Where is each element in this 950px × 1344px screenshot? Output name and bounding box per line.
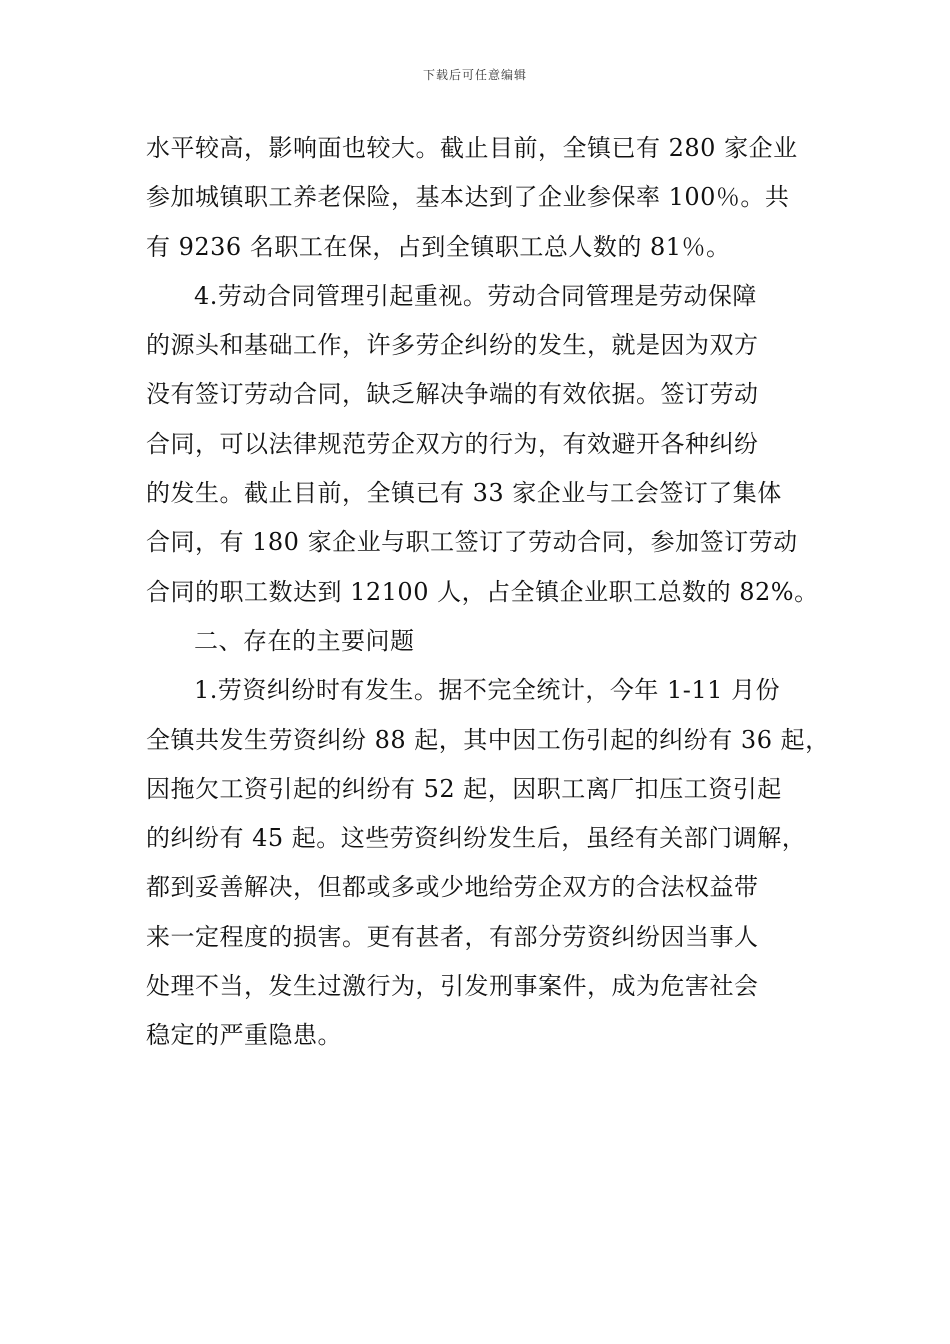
text-line: 有 9236 名职工在保，占到全镇职工总人数的 81％。 <box>146 232 731 261</box>
text-line: 合同，可以法律规范劳企双方的行为，有效避开各种纠纷 <box>146 429 759 458</box>
paragraph-start-line: 4.劳动合同管理引起重视。劳动合同管理是劳动保障 <box>194 281 757 310</box>
section-heading: 二、存在的主要问题 <box>194 626 415 655</box>
text-line: 因拖欠工资引起的纠纷有 52 起，因职工离厂扣压工资引起 <box>146 774 782 803</box>
text-line: 合同的职工数达到 12100 人，占全镇企业职工总数的 82%。 <box>146 577 819 606</box>
text-line: 参加城镇职工养老保险，基本达到了企业参保率 100％。共 <box>146 183 790 212</box>
body-text <box>146 124 836 1061</box>
text-line: 都到妥善解决，但都或多或少地给劳企双方的合法权益带 <box>146 873 759 902</box>
text-line: 的发生。截止目前，全镇已有 33 家企业与工会签订了集体 <box>146 479 782 508</box>
page-header: 下载后可任意编辑 <box>422 68 527 82</box>
text-line: 的纠纷有 45 起。这些劳资纠纷发生后，虽经有关部门调解， <box>146 824 807 853</box>
text-line: 合同，有 180 家企业与职工签订了劳动合同，参加签订劳动 <box>146 528 798 557</box>
text-line: 水平较高，影响面也较大。截止目前，全镇已有 280 家企业 <box>146 134 798 162</box>
paragraph-start-line: 1.劳资纠纷时有发生。据不完全统计，今年 1-11 月份 <box>194 676 781 705</box>
text-line: 全镇共发生劳资纠纷 88 起，其中因工伤引起的纠纷有 36 起， <box>146 725 830 754</box>
text-line: 处理不当，发生过激行为，引发刑事案件，成为危害社会 <box>146 972 759 1001</box>
text-line: 来一定程度的损害。更有甚者，有部分劳资纠纷因当事人 <box>146 922 759 951</box>
text-line: 的源头和基础工作，许多劳企纠纷的发生，就是因为双方 <box>146 331 759 360</box>
text-line: 稳定的严重隐患。 <box>146 1021 342 1050</box>
text-line: 没有签订劳动合同，缺乏解决争端的有效依据。签订劳动 <box>146 380 759 409</box>
